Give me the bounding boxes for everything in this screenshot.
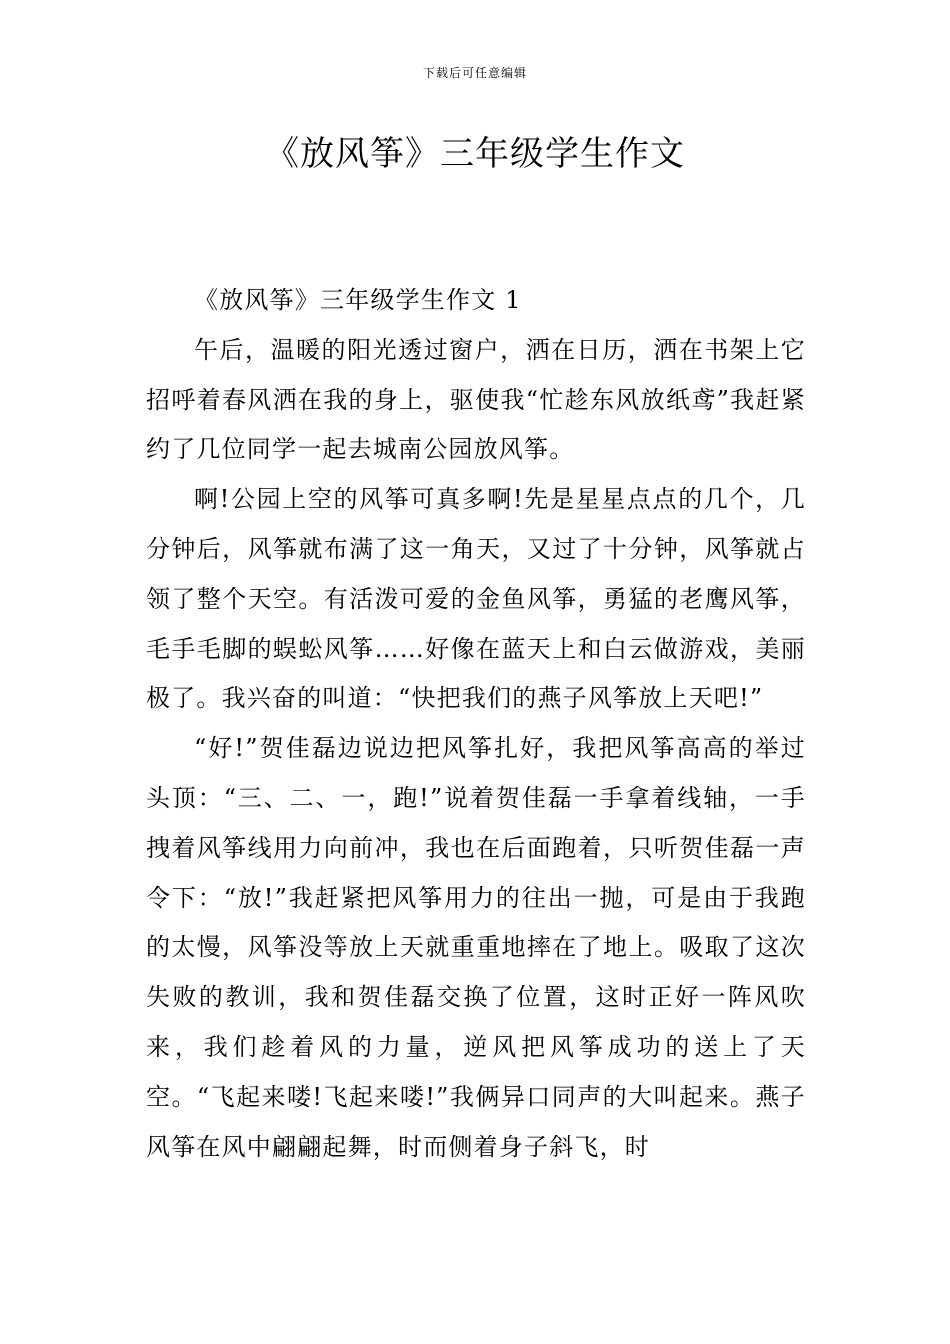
paragraph-2: 啊!公园上空的风筝可真多啊!先是星星点点的几个，几分钟后，风筝就布满了这一角天，又过了十分钟，风筝就占领了整个天空。有活泼可爱的金鱼风筝，勇猛的老鹰风筝，毛手毛脚的蜈蚣风筝……好像在蓝天上和白云做游戏，美丽极了。我兴奋的叫道：“快把我们的燕子风筝放上天吧!”	[146, 485, 806, 713]
header-note: 下载后可任意编辑	[422, 66, 527, 80]
essay-heading: 《放风筝》三年级学生作文 1	[194, 286, 522, 314]
paragraph-3: “好!”贺佳磊边说边把风筝扎好，我把风筝高高的举过头顶：“三、二、一，跑!”说着贺佳磊一手拿着线轴，一手拽着风筝线用力向前冲，我也在后面跑着，只听贺佳磊一声令下：“放!”我赶紧把风筝用力的往出一抛，可是由于我跑的太慢，风筝没等放上天就重重地摔在了地上。吸取了这次失败的教训，我和贺佳磊交换了位置，这时正好一阵风吹来，我们趁着风的力量，逆风把风筝成功的送上了天空。“飞起来喽!飞起来喽!”我俩异口同声的大叫起来。燕子风筝在风中翩翩起舞，时而侧着身子斜飞，时	[146, 734, 806, 1161]
document-title: 《放风筝》三年级学生作文	[265, 134, 685, 174]
paragraph-1: 午后，温暖的阳光透过窗户，洒在日历，洒在书架上它招呼着春风洒在我的身上，驱使我“忙趁东风放纸鸢”我赶紧约了几位同学一起去城南公园放风筝。	[146, 335, 806, 464]
document-body	[146, 276, 806, 1172]
